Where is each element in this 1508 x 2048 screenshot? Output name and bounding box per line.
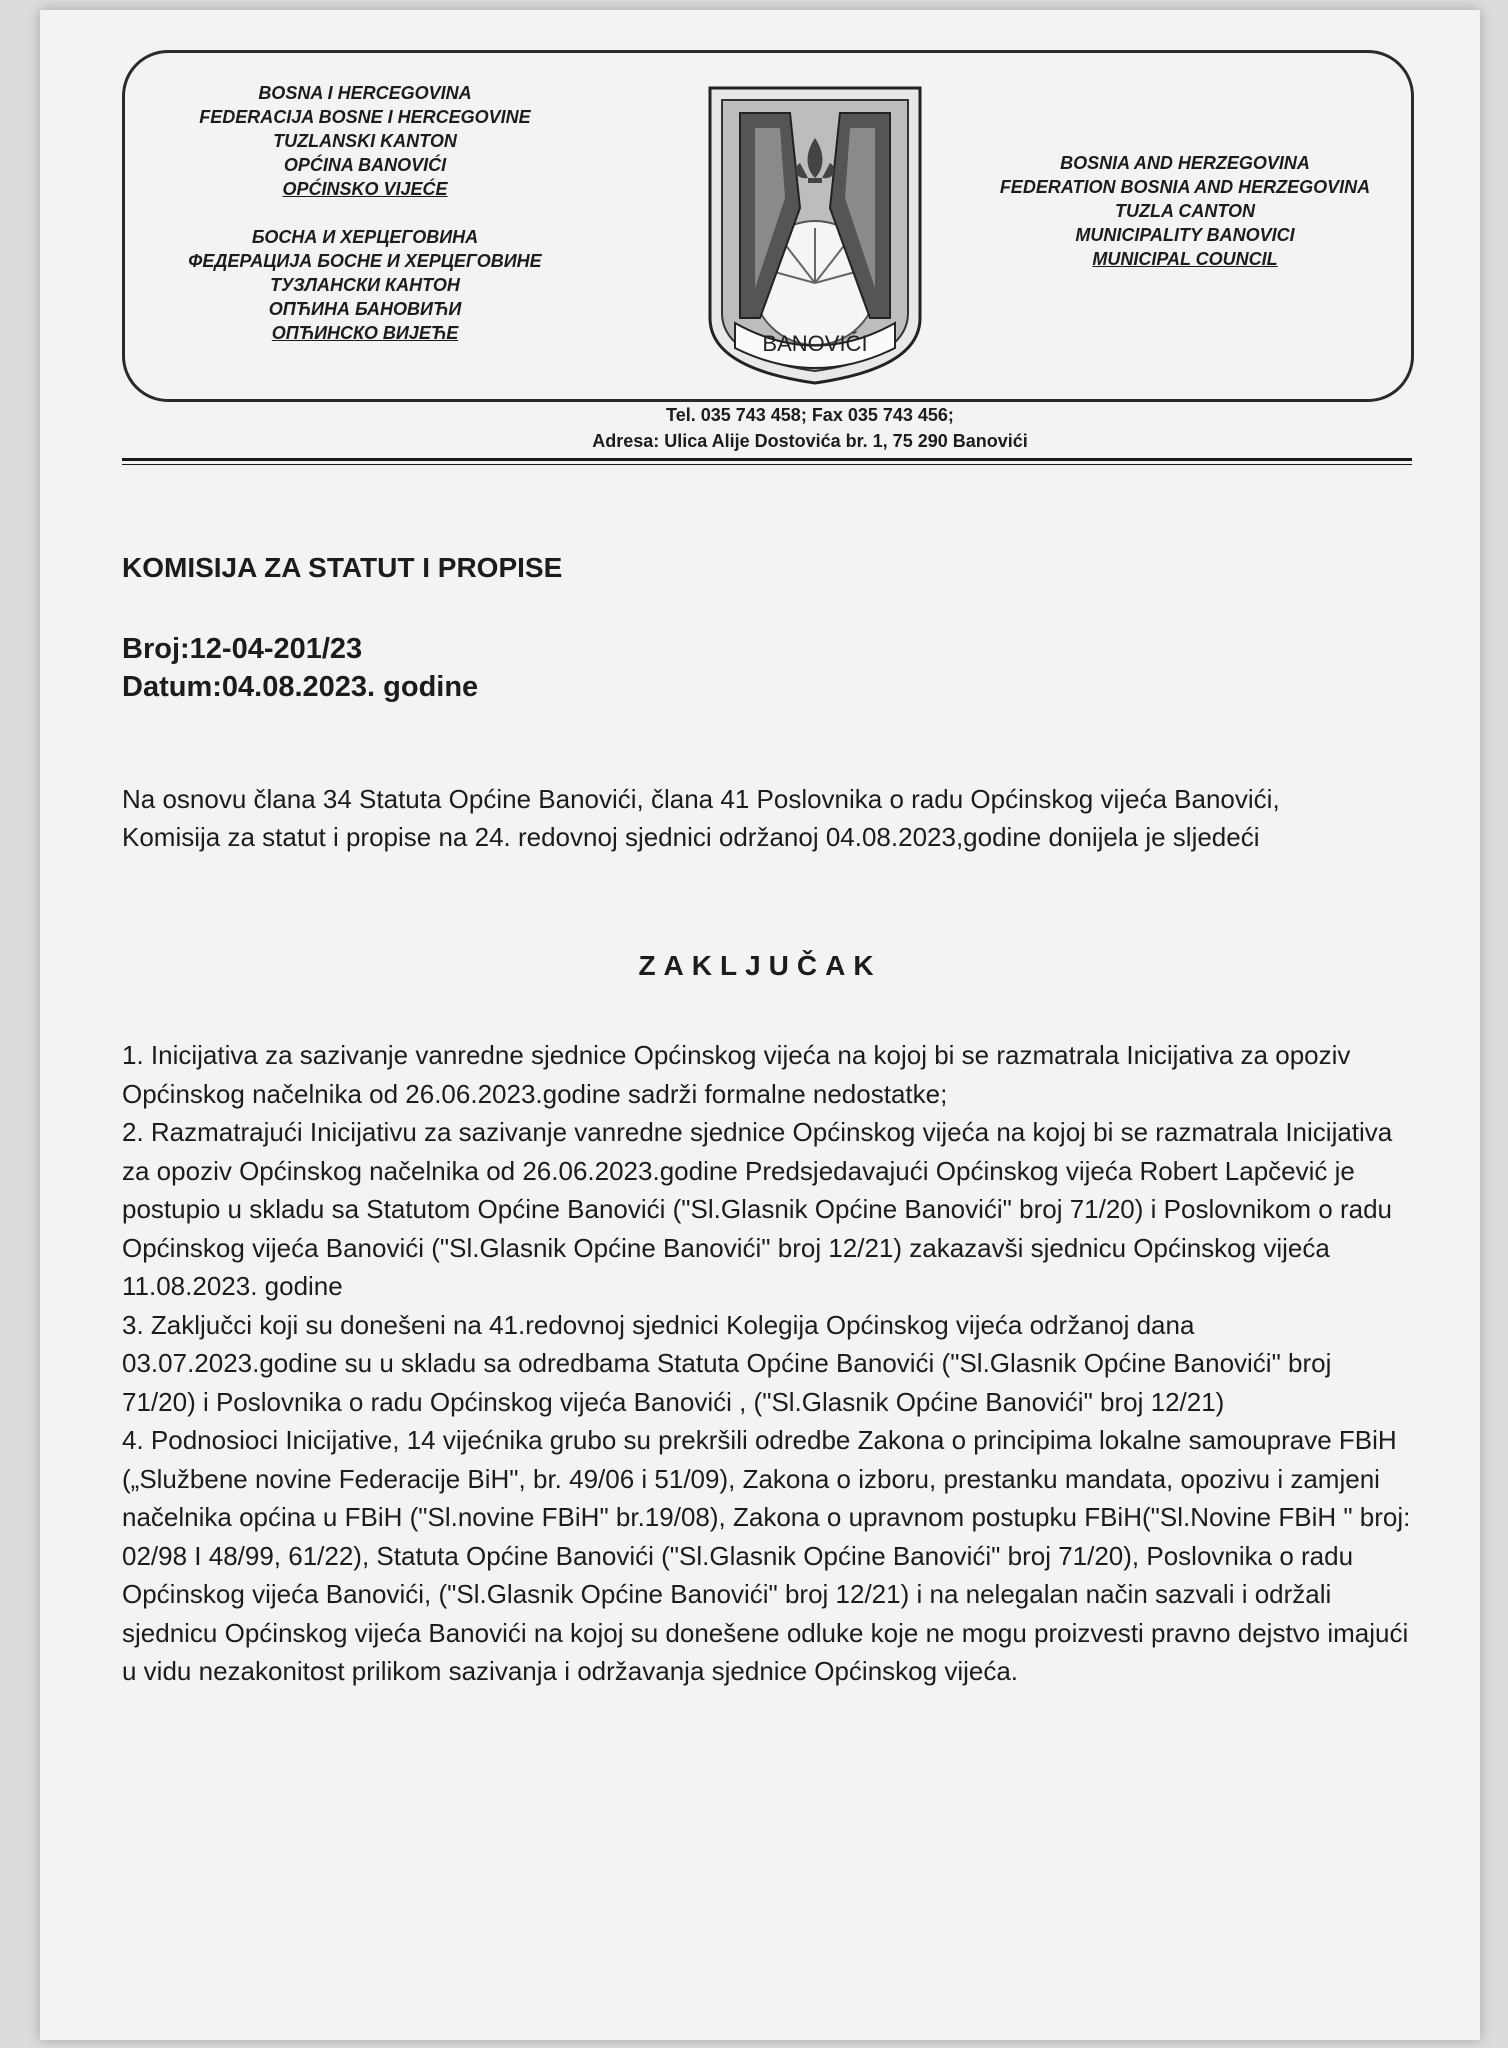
letterhead-line: OPĆINA BANOVIĆI xyxy=(283,155,447,175)
intro-paragraph: Na osnovu člana 34 Statuta Općine Banovići, člana 41 Poslovnika o radu Općinskog vijeća Banovići, Komisija za statut i propise na 24. redovnoj sjednici održanoj 04.08.2023,godine donijela je sljedeći xyxy=(122,784,1280,852)
header-divider-thin xyxy=(122,464,1412,465)
conclusion-item: 3. Zaključci koji su donešeni na 41.redovnoj sjednici Kolegija Općinskog vijeća održanoj dana 03.07.2023.godine su u skladu sa odredbama Statuta Općine Banovići ("Sl.Glasnik Općine Banovići" broj 71/20) i Poslovnika o radu Općinskog vijeća Banovići , ("Sl.Glasnik Općine Banovići" broj 12/21) xyxy=(122,1309,1332,1417)
conclusion-item: 2. Razmatrajući Inicijativu za sazivanje vanredne sjednice Općinskog vijeća na kojoj bi se razmatrala Inicijativa za opoziv Općinskog načelnika od 26.06.2023.godine Predsjedavajući Općinskog vijeća Robert Lapčević je postupio u skladu sa Statutom Općine Banovići ("Sl.Glasnik Općine Banovići" broj 71/20) i Poslovnikom o radu Općinskog vijeća Banovići ("Sl.Glasnik Općine Banovići" broj 12/21) zakazavši sjednicu Općinskog vijeća 11.08.2023. godine xyxy=(122,1117,1393,1301)
letterhead-line: БОСНА И ХЕРЦЕГОВИНА xyxy=(251,227,479,247)
municipality-crest-icon xyxy=(700,68,930,388)
commission-name: KOMISIJA ZA STATUT I PROPISE xyxy=(122,552,563,583)
document-number: Broj:12-04-201/23 xyxy=(122,633,363,665)
letterhead-line: ТУЗЛАНСКИ КАНТОН xyxy=(270,275,460,295)
letterhead-english-right xyxy=(975,151,1395,271)
conclusion-item: 4. Podnosioci Inicijative, 14 vijećnika grubo su prekršili odredbe Zakona o principima lokalne samouprave FBiH („Službene novine Federacije BiH", br. 49/06 i 51/09), Zakona o izboru, prestanku mandata, opozivu i zamjeni načelnika općina u FBiH ("Sl.novine FBiH" br.19/08), Zakona o upravnom postupku FBiH("Sl.Novine FBiH " broj: 02/98 I 48/99, 61/22), Statuta Općine Banovići ("Sl.Glasnik Općine Banovići" broj 71/20), Poslovnika o radu Općinskog vijeća Banovići, ("Sl.Glasnik Općine Banovići" broj 12/21) i na nelegalan način sazvali i održali sjednicu Općinskog vijeća Banovići na kojoj su donešene odluke koje ne mogu proizvesti pravno dejstvo imajući u vidu nezakonitost prilikom sazivanja i održavanja sjednice Općinskog vijeća. xyxy=(122,1425,1411,1686)
letterhead-line: TUZLA CANTON xyxy=(1115,201,1255,221)
conclusion-items xyxy=(122,1036,1412,1691)
letterhead-line: BOSNA I HERCEGOVINA xyxy=(258,83,472,103)
letterhead-line: FEDERACIJA BOSNE I HERCEGOVINE xyxy=(199,107,531,127)
contact-address: Adresa: Ulica Alije Dostovića br. 1, 75 290 Banovići xyxy=(592,431,1028,451)
crest-label: BANOVIĆI xyxy=(762,331,868,356)
letterhead-line: ФЕДЕРАЦИЈА БОСНЕ И ХЕРЦЕГОВИНЕ xyxy=(188,251,542,271)
contact-block xyxy=(440,402,1180,454)
letterhead-line: TUZLANSKI KANTON xyxy=(273,131,457,151)
contact-phone: Tel. 035 743 458; Fax 035 743 456; xyxy=(666,405,954,425)
document-title: ZAKLJUČAK xyxy=(638,950,882,981)
header-divider xyxy=(122,458,1412,461)
document-meta xyxy=(122,630,478,706)
conclusion-item: 1. Inicijativa za sazivanje vanredne sjednice Općinskog vijeća na kojoj bi se razmatrala Inicijativa za opoziv Općinskog načelnika od 26.06.2023.godine sadrži formalne nedostatke; xyxy=(122,1040,1351,1109)
letterhead-latin-left xyxy=(145,81,585,345)
document-date: Datum:04.08.2023. godine xyxy=(122,671,479,703)
letterhead-line: ОПЋИНСКО ВИЈЕЋЕ xyxy=(271,323,459,343)
letterhead-line: MUNICIPALITY BANOVICI xyxy=(1075,225,1295,245)
letterhead-line: ОПЋИНА БАНОВИЋИ xyxy=(268,299,462,319)
letterhead-line: OPĆINSKO VIJEĆE xyxy=(282,179,448,199)
letterhead-line: FEDERATION BOSNIA AND HERZEGOVINA xyxy=(999,177,1371,197)
letterhead-line: BOSNIA AND HERZEGOVINA xyxy=(1060,153,1310,173)
document-page xyxy=(40,10,1480,2040)
letterhead-line: MUNICIPAL COUNCIL xyxy=(1092,249,1278,269)
letterhead xyxy=(122,50,1414,402)
